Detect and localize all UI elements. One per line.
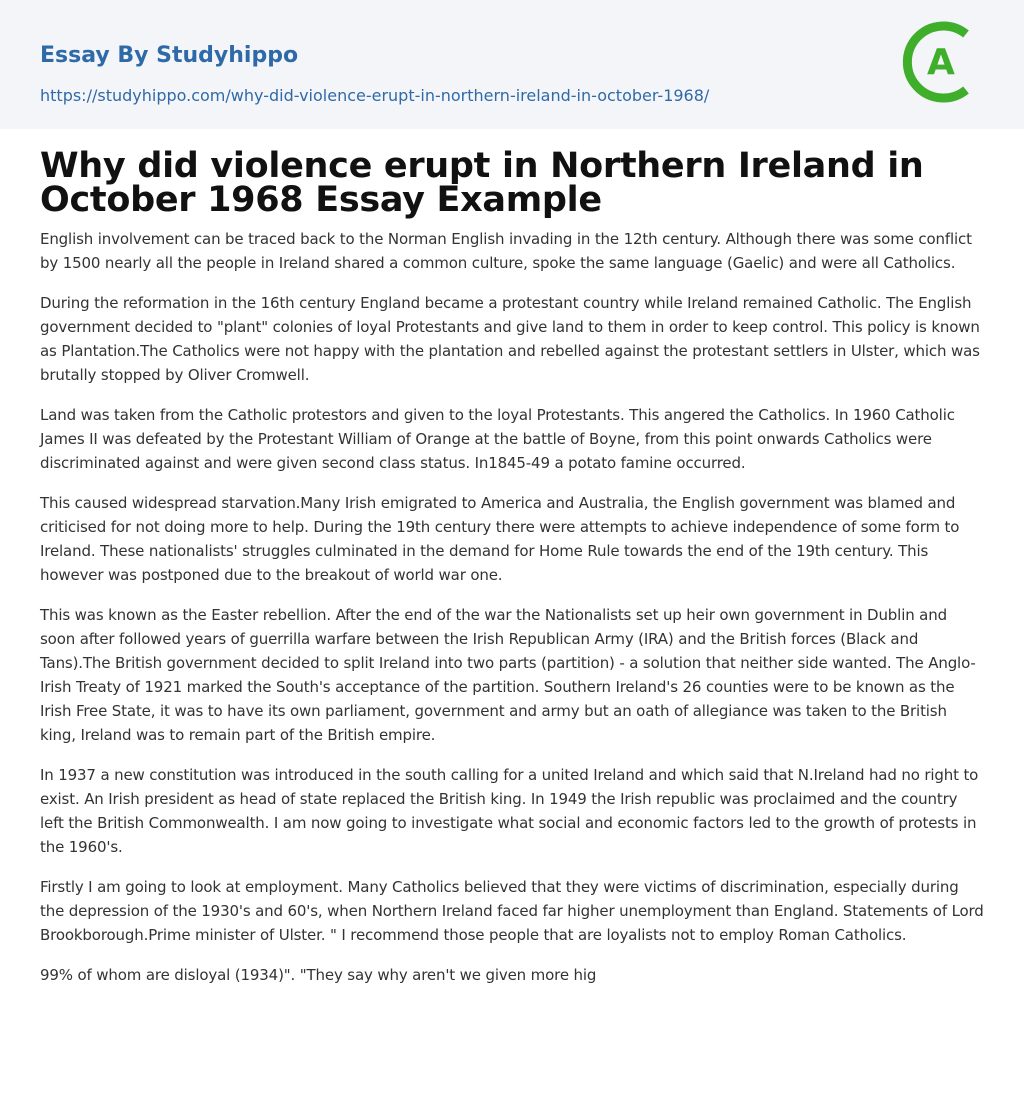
- logo-letter: A: [927, 42, 955, 83]
- studyhippo-logo-icon[interactable]: [900, 20, 984, 104]
- brand-title[interactable]: Essay By Studyhippo: [40, 43, 299, 68]
- paragraph-4: This caused widespread starvation.Many Irish emigrated to America and Australia, the English government was blamed and criticised for not doing more to help. During the 19th century there were attempts to achieve independence of some form to Ireland. These nationalists' struggles culminated in the demand for Home Rule towards the end of the 19th century. This however was postponed due to the breakout of world war one.: [40, 494, 960, 584]
- paragraph-8: 99% of whom are disloyal (1934)". "They say why aren't we given more hig: [40, 966, 597, 984]
- paragraph-5: This was known as the Easter rebellion. After the end of the war the Nationalists set up heir own government in Dublin and soon after followed years of guerrilla warfare between the Irish Republican Army (IRA) and the British forces (Black and Tans).The British government decided to split Ireland into two parts (partition) - a solution that neither side wanted. The Anglo-Irish Treaty of 1921 marked the South's acceptance of the partition. Southern Ireland's 26 counties were to be known as the Irish Free State, it was to have its own parliament, government and army but an oath of allegiance was taken to the British king, Ireland was to remain part of the British empire.: [40, 606, 976, 744]
- paragraph-1: English involvement can be traced back to the Norman English invading in the 12th century. Although there was some conflict by 1500 nearly all the people in Ireland shared a common culture, spoke the same language (Gaelic) and were all Catholics.: [40, 230, 972, 272]
- paragraph-2: During the reformation in the 16th century England became a protestant country while Ireland remained Catholic. The English government decided to "plant" colonies of loyal Protestants and give land to them in order to keep control. This policy is known as Plantation.The Catholics were not happy with the plantation and rebelled against the protestant settlers in Ulster, which was brutally stopped by Oliver Cromwell.: [40, 294, 980, 384]
- article-body: [0, 146, 1024, 987]
- paragraph-6: In 1937 a new constitution was introduced in the south calling for a united Ireland and which said that N.Ireland had no right to exist. An Irish president as head of state replaced the British king. In 1949 the Irish republic was proclaimed and the country left the British Commonwealth. I am now going to investigate what social and economic factors led to the growth of protests in the 1960's.: [40, 766, 979, 856]
- site-header: [0, 0, 1024, 129]
- source-url-link[interactable]: https://studyhippo.com/why-did-violence-erupt-in-northern-ireland-in-october-1968/: [40, 86, 710, 105]
- paragraph-7: Firstly I am going to look at employment. Many Catholics believed that they were victims of discrimination, especially during the depression of the 1930's and 60's, when Northern Ireland faced far higher unemployment than England. Statements of Lord Brookborough.Prime minister of Ulster. " I recommend those people that are loyalists not to employ Roman Catholics.: [40, 878, 984, 944]
- page-title: Why did violence erupt in Northern Ireland in October 1968 Essay Example: [40, 146, 924, 220]
- paragraph-3: Land was taken from the Catholic protestors and given to the loyal Protestants. This angered the Catholics. In 1960 Catholic James II was defeated by the Protestant William of Orange at the battle of Boyne, from this point onwards Catholics were discriminated against and were given second class status. In1845-49 a potato famine occurred.: [40, 406, 955, 472]
